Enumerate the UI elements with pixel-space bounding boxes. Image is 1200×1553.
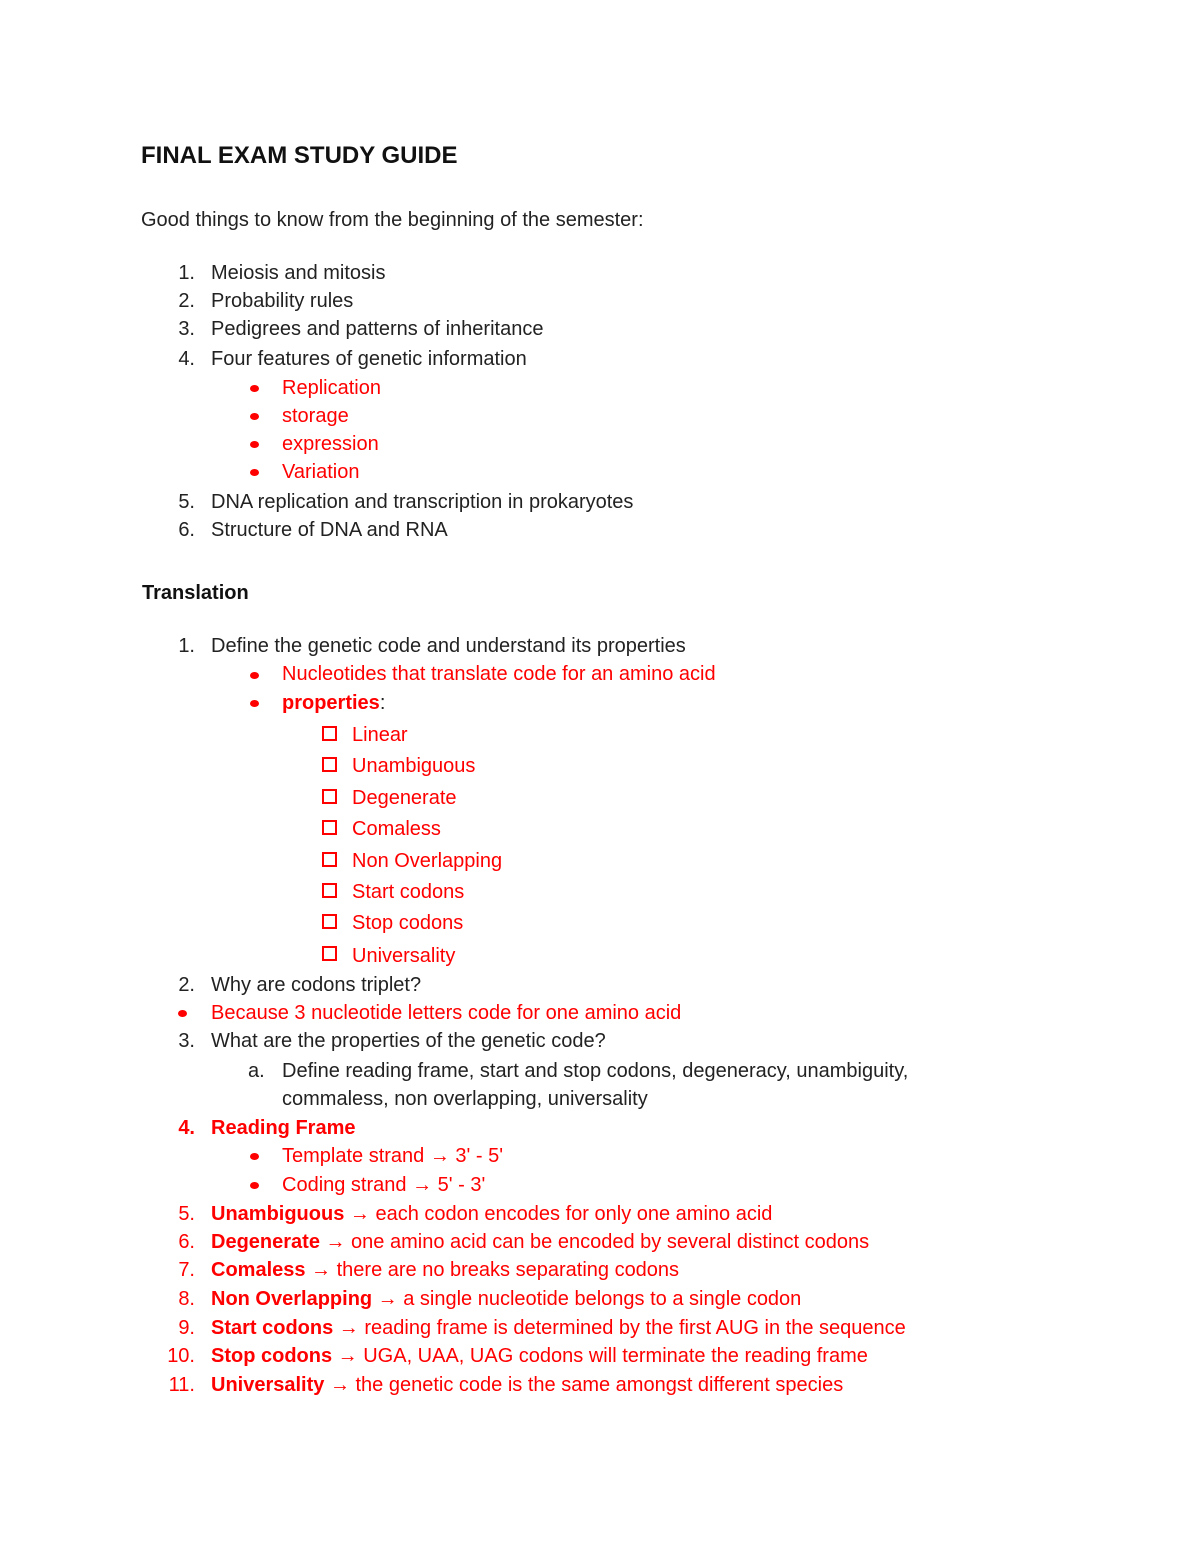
list-number: 3. bbox=[178, 318, 195, 340]
term: Comaless bbox=[211, 1259, 306, 1281]
term-definition: → the genetic code is the same amongst different species bbox=[324, 1374, 844, 1396]
checkbox-icon[interactable] bbox=[322, 820, 337, 835]
bullet-icon bbox=[250, 1153, 259, 1160]
definition-text: Nucleotides that translate code for an amino acid bbox=[282, 663, 716, 685]
list-number: 4. bbox=[178, 1117, 195, 1139]
intro-text: Good things to know from the beginning of the semester: bbox=[141, 209, 644, 231]
properties-label: properties bbox=[282, 692, 380, 714]
term: Stop codons bbox=[211, 1345, 333, 1367]
bullet-icon bbox=[178, 1010, 187, 1017]
feature-item: expression bbox=[282, 433, 379, 455]
list-number: 2. bbox=[178, 290, 195, 312]
section-heading: Translation bbox=[142, 582, 249, 604]
list-number: 5. bbox=[178, 1203, 195, 1225]
term-definition: → one amino acid can be encoded by several distinct codons bbox=[319, 1231, 870, 1253]
colon-text: : bbox=[379, 692, 386, 714]
strand-item: Template strand → 3' - 5' bbox=[282, 1145, 504, 1167]
list-number: 8. bbox=[178, 1288, 195, 1310]
list-number: 3. bbox=[178, 1030, 195, 1052]
list-number: 9. bbox=[178, 1317, 195, 1339]
checkbox-icon[interactable] bbox=[322, 789, 337, 804]
property-item: Degenerate bbox=[352, 787, 457, 809]
property-item: Non Overlapping bbox=[352, 850, 503, 872]
list-text: DNA replication and transcription in prokaryotes bbox=[211, 491, 634, 513]
bullet-icon bbox=[250, 1182, 259, 1189]
list-number: 11. bbox=[168, 1374, 195, 1396]
checkbox-icon[interactable] bbox=[322, 914, 337, 929]
bullet-icon bbox=[250, 700, 259, 707]
term: Degenerate bbox=[211, 1231, 320, 1253]
list-number: 6. bbox=[178, 1231, 195, 1253]
checkbox-icon[interactable] bbox=[322, 726, 337, 741]
list-number: 1. bbox=[178, 635, 195, 657]
list-number: 1. bbox=[178, 262, 195, 284]
property-item: Stop codons bbox=[352, 912, 464, 934]
list-text: Four features of genetic information bbox=[211, 348, 527, 370]
sub-text-continued: commaless, non overlapping, universality bbox=[282, 1088, 648, 1110]
term: Unambiguous bbox=[211, 1203, 345, 1225]
term: Non Overlapping bbox=[211, 1288, 373, 1310]
list-text: Structure of DNA and RNA bbox=[211, 519, 448, 541]
feature-item: storage bbox=[282, 405, 349, 427]
list-number: 10. bbox=[167, 1345, 195, 1367]
property-item: Comaless bbox=[352, 818, 441, 840]
term-definition: → a single nucleotide belongs to a single codon bbox=[372, 1288, 802, 1310]
term: Start codons bbox=[211, 1317, 334, 1339]
property-item: Start codons bbox=[352, 881, 465, 903]
checkbox-icon[interactable] bbox=[322, 946, 337, 961]
bullet-icon bbox=[250, 672, 259, 679]
checkbox-icon[interactable] bbox=[322, 757, 337, 772]
term-definition: → reading frame is determined by the first AUG in the sequence bbox=[333, 1317, 906, 1339]
list-number: 6. bbox=[178, 519, 195, 541]
term: Universality bbox=[211, 1374, 325, 1396]
answer-text: Because 3 nucleotide letters code for one amino acid bbox=[211, 1002, 682, 1024]
bullet-icon bbox=[250, 469, 259, 476]
list-text: Probability rules bbox=[211, 290, 354, 312]
list-number: 4. bbox=[178, 348, 195, 370]
feature-item: Replication bbox=[282, 377, 381, 399]
property-item: Universality bbox=[352, 945, 456, 967]
reading-frame-heading: Reading Frame bbox=[211, 1117, 356, 1139]
feature-item: Variation bbox=[282, 461, 360, 483]
sub-text: Define reading frame, start and stop codons, degeneracy, unambiguity, bbox=[282, 1060, 909, 1082]
question-text: Why are codons triplet? bbox=[211, 974, 422, 996]
bullet-icon bbox=[250, 413, 259, 420]
term-definition: → UGA, UAA, UAG codons will terminate the reading frame bbox=[332, 1345, 868, 1367]
term-definition: → each codon encodes for only one amino acid bbox=[344, 1203, 773, 1225]
question-text: What are the properties of the genetic code? bbox=[211, 1030, 606, 1052]
property-item: Linear bbox=[352, 724, 408, 746]
strand-item: Coding strand → 5' - 3' bbox=[282, 1174, 486, 1196]
checkbox-icon[interactable] bbox=[322, 852, 337, 867]
list-number: 7. bbox=[178, 1259, 195, 1281]
list-number: 2. bbox=[178, 974, 195, 996]
list-text: Meiosis and mitosis bbox=[211, 262, 386, 284]
property-item: Unambiguous bbox=[352, 755, 476, 777]
list-text: Pedigrees and patterns of inheritance bbox=[211, 318, 544, 340]
sub-letter: a. bbox=[248, 1060, 265, 1082]
checkbox-icon[interactable] bbox=[322, 883, 337, 898]
term-definition: → there are no breaks separating codons bbox=[305, 1259, 680, 1281]
page-title: FINAL EXAM STUDY GUIDE bbox=[141, 142, 458, 169]
properties-label-line bbox=[282, 691, 385, 715]
list-number: 5. bbox=[178, 491, 195, 513]
bullet-icon bbox=[250, 441, 259, 448]
bullet-icon bbox=[250, 385, 259, 392]
question-text: Define the genetic code and understand its properties bbox=[211, 635, 686, 657]
